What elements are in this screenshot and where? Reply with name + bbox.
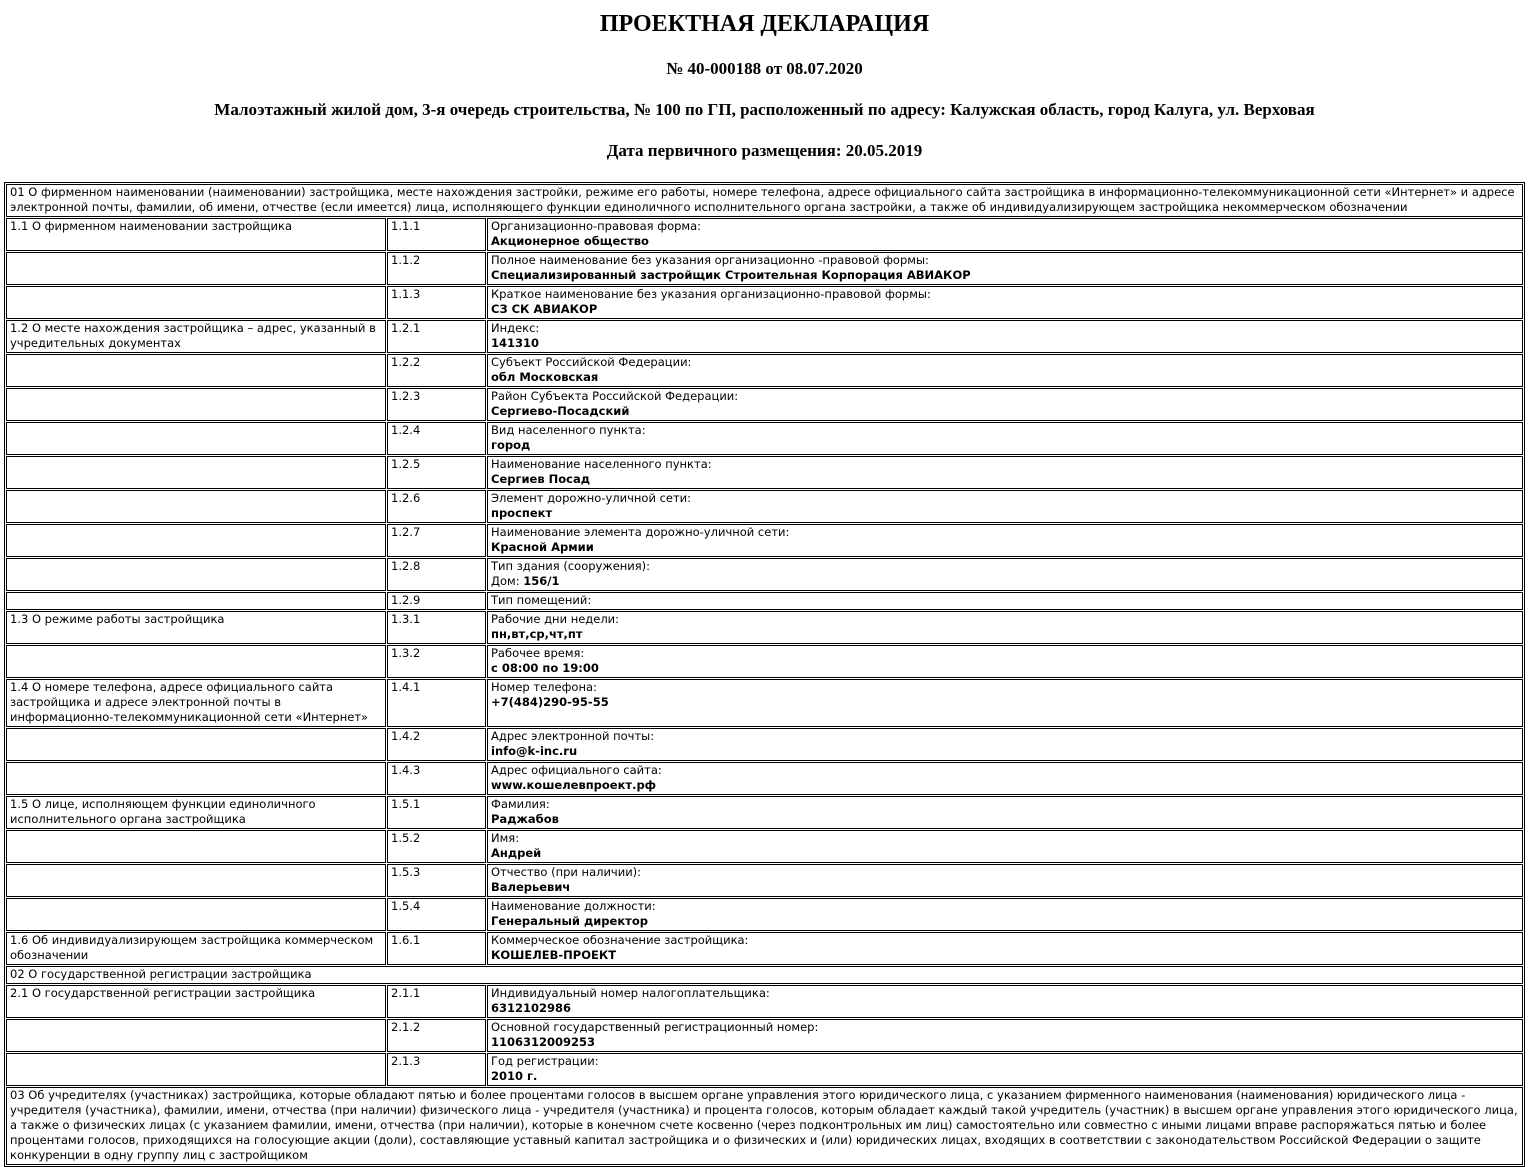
field-label: Рабочее время:: [491, 646, 585, 660]
field-value-line: [491, 778, 1519, 793]
field-value-line: [491, 404, 1519, 419]
row-category-cell: [6, 252, 386, 285]
row-number-cell: 1.2.8: [387, 558, 486, 591]
row-field-cell: [487, 611, 1523, 644]
table-row: [6, 830, 1523, 863]
row-field-cell: [487, 762, 1523, 795]
section-header-row: [6, 1087, 1523, 1165]
field-value-line: [491, 506, 1519, 521]
row-number-cell: 1.2.4: [387, 422, 486, 455]
table-row: [6, 558, 1523, 591]
field-value: info@k-inc.ru: [491, 744, 578, 758]
field-value: КОШЕЛЕВ-ПРОЕКТ: [491, 948, 617, 962]
field-value: Андрей: [491, 846, 542, 860]
row-number-cell: 1.2.3: [387, 388, 486, 421]
field-value: 6312102986: [491, 1001, 572, 1015]
row-field-cell: [487, 679, 1523, 727]
field-label: Наименование должности:: [491, 899, 656, 913]
row-number-cell: 1.1.1: [387, 218, 486, 251]
row-field-cell: [487, 422, 1523, 455]
row-category-cell: [6, 762, 386, 795]
row-category-cell: [6, 728, 386, 761]
declaration-table-body: [6, 184, 1523, 1165]
field-label: Элемент дорожно-уличной сети:: [491, 491, 692, 505]
field-value: Красной Армии: [491, 540, 594, 554]
field-label: Организационно-правовая форма:: [491, 219, 701, 233]
field-label: Краткое наименование без указания организационно-правовой формы:: [491, 287, 931, 301]
field-value: Раджабов: [491, 812, 559, 826]
document-title: ПРОЕКТНАЯ ДЕКЛАРАЦИЯ: [599, 11, 930, 37]
field-value-line: [491, 914, 1519, 929]
row-field-cell: [487, 1053, 1523, 1086]
row-category-cell: [6, 388, 386, 421]
field-value-line: [491, 540, 1519, 555]
table-row: [6, 932, 1523, 965]
row-category-cell: [6, 830, 386, 863]
section-header-text: 03 Об учредителях (участниках) застройщика, которые обладают пятью и более процентами голосов в высшем органе управления этого юридического лица, с указанием фирменного наименования (наименования) юридического лица - учредителя (участника), фамилии, имени, отчества (при наличии) физического лица - учредителя (участника) и процента голосов, которым обладает каждый такой учредитель (участник) в высшем органе управления этого юридического лица, а также о физических лицах (с указанием фамилии, имени, отчества (при наличии), которые в конечном счете косвенно (через подконтрольных им лиц) самостоятельно или совместно с иными лицами вправе распоряжаться пятью и более процентами голосов, приходящихся на голосующие акции (доли), составляющие уставный капитал застройщика и о физических и (или) юридических лицах, входящих в соответствии с законодательством Российской Федерации о защите конкуренции в одну группу лиц с застройщиком: [6, 1087, 1523, 1165]
field-value: Сергиево-Посадский: [491, 404, 630, 418]
row-field-cell: [487, 830, 1523, 863]
row-category-cell: [6, 422, 386, 455]
row-field-cell: [487, 388, 1523, 421]
row-field-cell: [487, 985, 1523, 1018]
row-number-cell: 1.2.9: [387, 592, 486, 610]
object-description: Малоэтажный жилой дом, 3-я очередь строительства, № 100 по ГП, расположенный по адресу: Калужская область, город Калуга, ул. Верховая: [214, 100, 1315, 119]
field-label: Отчество (при наличии):: [491, 865, 642, 879]
row-category-cell: [6, 864, 386, 897]
row-field-cell: [487, 796, 1523, 829]
field-label: Индивидуальный номер налогоплательщика:: [491, 986, 770, 1000]
field-value-line: [491, 695, 1519, 710]
row-number-cell: 1.1.3: [387, 286, 486, 319]
row-number-cell: 1.2.7: [387, 524, 486, 557]
row-category-cell: 1.5 О лице, исполняющем функции единоличного исполнительного органа застройщика: [6, 796, 386, 829]
table-row: [6, 864, 1523, 897]
field-value: www.кошелевпроект.рф: [491, 778, 657, 792]
row-number-cell: 1.5.1: [387, 796, 486, 829]
row-field-cell: [487, 1019, 1523, 1052]
table-row: [6, 1019, 1523, 1052]
field-value-line: [491, 336, 1519, 351]
row-field-cell: [487, 558, 1523, 591]
table-row: [6, 1053, 1523, 1086]
first-placement-date: Дата первичного размещения: 20.05.2019: [606, 141, 923, 160]
field-value-line: [491, 1035, 1519, 1050]
field-value-line: [491, 268, 1519, 283]
row-category-cell: [6, 558, 386, 591]
row-field-cell: [487, 728, 1523, 761]
row-category-cell: [6, 592, 386, 610]
row-field-cell: [487, 864, 1523, 897]
field-value-line: [491, 661, 1519, 676]
field-value: Сергиев Посад: [491, 472, 591, 486]
field-value: 1106312009253: [491, 1035, 596, 1049]
field-value: пн,вт,ср,чт,пт: [491, 627, 583, 641]
field-value: проспект: [491, 506, 553, 520]
section-header-row: [6, 966, 1523, 984]
field-value-line: [491, 234, 1519, 249]
field-label: Имя:: [491, 831, 520, 845]
field-label: Наименование элемента дорожно-уличной сети:: [491, 525, 790, 539]
row-category-cell: 1.6 Об индивидуализирующем застройщика коммерческом обозначении: [6, 932, 386, 965]
table-row: [6, 524, 1523, 557]
field-value: Генеральный директор: [491, 914, 648, 928]
field-label: Тип здания (сооружения):: [491, 559, 651, 573]
row-field-cell: [487, 932, 1523, 965]
row-number-cell: 1.6.1: [387, 932, 486, 965]
field-value-line: [491, 574, 1519, 589]
table-row: [6, 252, 1523, 285]
row-field-cell: [487, 898, 1523, 931]
declaration-table: [4, 182, 1525, 1167]
field-label: Субъект Российской Федерации:: [491, 355, 692, 369]
field-value-line: [491, 438, 1519, 453]
row-field-cell: [487, 592, 1523, 610]
field-value-line: [491, 812, 1519, 827]
table-row: [6, 796, 1523, 829]
declaration-number: № 40-000188 от 08.07.2020: [666, 59, 863, 78]
field-value-line: [491, 846, 1519, 861]
field-value-line: [491, 370, 1519, 385]
row-field-cell: [487, 286, 1523, 319]
row-category-cell: 1.4 О номере телефона, адресе официального сайта застройщика и адресе электронной почты в информационно-телекоммуникационной сети «Интернет»: [6, 679, 386, 727]
row-number-cell: 1.2.2: [387, 354, 486, 387]
section-header-text: 02 О государственной регистрации застройщика: [6, 966, 1523, 984]
row-category-cell: [6, 354, 386, 387]
row-category-cell: [6, 456, 386, 489]
row-number-cell: 2.1.3: [387, 1053, 486, 1086]
table-row: [6, 898, 1523, 931]
field-value: обл Московская: [491, 370, 599, 384]
row-field-cell: [487, 320, 1523, 353]
field-value: +7(484)290-95-55: [491, 695, 609, 709]
field-value: СЗ СК АВИАКОР: [491, 302, 598, 316]
row-number-cell: 2.1.1: [387, 985, 486, 1018]
row-number-cell: 1.3.2: [387, 645, 486, 678]
table-row: [6, 645, 1523, 678]
row-field-cell: [487, 456, 1523, 489]
row-number-cell: 1.2.6: [387, 490, 486, 523]
row-number-cell: 1.5.4: [387, 898, 486, 931]
field-label: Адрес официального сайта:: [491, 763, 662, 777]
table-row: [6, 592, 1523, 610]
field-label: Основной государственный регистрационный номер:: [491, 1020, 819, 1034]
field-value: Акционерное общество: [491, 234, 649, 248]
row-number-cell: 1.4.2: [387, 728, 486, 761]
table-row: [6, 320, 1523, 353]
row-category-cell: [6, 645, 386, 678]
row-field-cell: [487, 354, 1523, 387]
field-value: город: [491, 438, 531, 452]
table-row: [6, 611, 1523, 644]
row-category-cell: [6, 524, 386, 557]
table-row: [6, 388, 1523, 421]
table-row: [6, 354, 1523, 387]
field-value-line: [491, 627, 1519, 642]
row-number-cell: 1.5.3: [387, 864, 486, 897]
row-category-cell: [6, 1053, 386, 1086]
field-value-line: [491, 472, 1519, 487]
field-value: 2010 г.: [491, 1069, 538, 1083]
row-number-cell: 1.1.2: [387, 252, 486, 285]
row-number-cell: 2.1.2: [387, 1019, 486, 1052]
table-row: [6, 218, 1523, 251]
field-value: Специализированный застройщик Строительная Корпорация АВИАКОР: [491, 268, 971, 282]
table-row: [6, 679, 1523, 727]
field-value-line: [491, 880, 1519, 895]
row-category-cell: 1.1 О фирменном наименовании застройщика: [6, 218, 386, 251]
row-category-cell: 2.1 О государственной регистрации застройщика: [6, 985, 386, 1018]
table-row: [6, 286, 1523, 319]
field-label: Тип помещений:: [491, 593, 592, 607]
row-category-cell: [6, 898, 386, 931]
field-value: с 08:00 по 19:00: [491, 661, 599, 675]
section-header-text: 01 О фирменном наименовании (наименовании) застройщика, месте нахождения застройки, режиме его работы, номере телефона, адресе официального сайта застройщика в информационно-телекоммуникационной сети «Интернет» и адресе электронной почты, фамилии, об имени, отчестве (если имеется) лица, исполняющего функции единоличного исполнительного органа застройки, а также об индивидуализирующем застройщика некоммерческом обозначении: [6, 184, 1523, 217]
field-value-line: [491, 1069, 1519, 1084]
row-category-cell: [6, 286, 386, 319]
row-field-cell: [487, 524, 1523, 557]
field-label: Коммерческое обозначение застройщика:: [491, 933, 749, 947]
field-label: Вид населенного пункта:: [491, 423, 646, 437]
field-value-line: [491, 744, 1519, 759]
field-value: 141310: [491, 336, 540, 350]
field-label: Район Субъекта Российской Федерации:: [491, 389, 739, 403]
field-value-prefix: Дом:: [491, 574, 524, 588]
row-field-cell: [487, 490, 1523, 523]
table-row: [6, 490, 1523, 523]
row-category-cell: 1.3 О режиме работы застройщика: [6, 611, 386, 644]
row-number-cell: 1.5.2: [387, 830, 486, 863]
field-label: Полное наименование без указания организационно -правовой формы:: [491, 253, 929, 267]
row-field-cell: [487, 218, 1523, 251]
table-row: [6, 456, 1523, 489]
field-label: Адрес электронной почты:: [491, 729, 655, 743]
row-number-cell: 1.3.1: [387, 611, 486, 644]
field-label: Индекс:: [491, 321, 540, 335]
table-row: [6, 728, 1523, 761]
row-number-cell: 1.4.1: [387, 679, 486, 727]
field-value: 156/1: [523, 574, 560, 588]
row-number-cell: 1.2.1: [387, 320, 486, 353]
row-field-cell: [487, 645, 1523, 678]
row-number-cell: 1.2.5: [387, 456, 486, 489]
section-header-row: [6, 184, 1523, 217]
table-row: [6, 762, 1523, 795]
row-number-cell: 1.4.3: [387, 762, 486, 795]
field-value-line: [491, 1001, 1519, 1016]
field-label: Номер телефона:: [491, 680, 597, 694]
field-label: Наименование населенного пункта:: [491, 457, 712, 471]
row-field-cell: [487, 252, 1523, 285]
document-header: [0, 0, 1529, 161]
field-value-line: [491, 302, 1519, 317]
field-label: Рабочие дни недели:: [491, 612, 620, 626]
row-category-cell: [6, 490, 386, 523]
field-value: Валерьевич: [491, 880, 571, 894]
field-value-line: [491, 948, 1519, 963]
table-row: [6, 422, 1523, 455]
row-category-cell: [6, 1019, 386, 1052]
field-label: Фамилия:: [491, 797, 550, 811]
table-row: [6, 985, 1523, 1018]
field-label: Год регистрации:: [491, 1054, 599, 1068]
row-category-cell: 1.2 О месте нахождения застройщика – адрес, указанный в учредительных документах: [6, 320, 386, 353]
